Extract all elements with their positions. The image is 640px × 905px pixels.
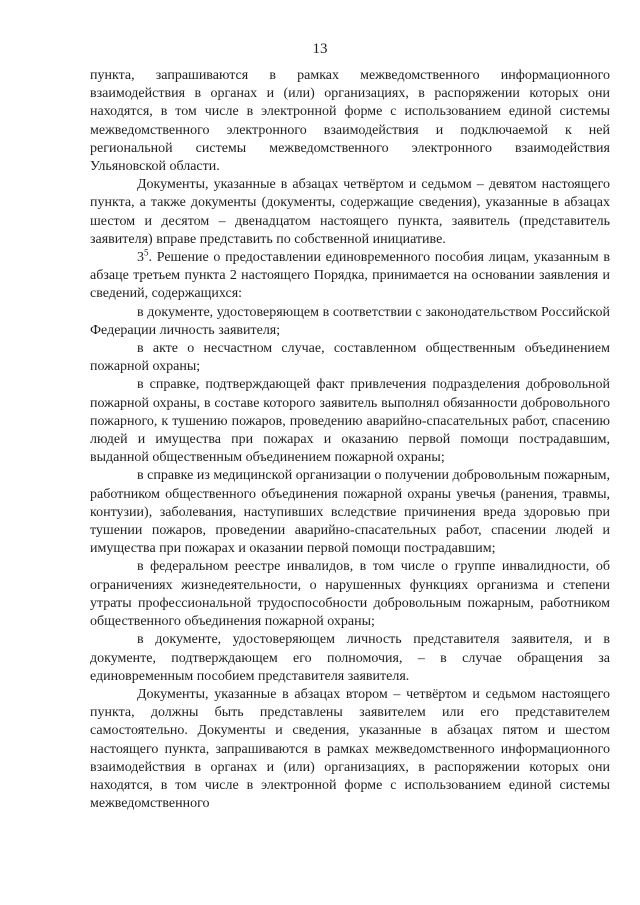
paragraph-continuation: пункта, запрашиваются в рамках межведомственного информационного взаимодействия в органах и (или) организациях, в распоряжении которых они находятся, в том числе в электронной форме с использованием единой системы межведомственного электронного взаимодействия и подключаемой к ней региональной системы межведомственного электронного взаимодействия Ульяновской области. <box>90 68 610 175</box>
clause-superscript: 5 <box>144 247 149 258</box>
document-body <box>90 67 610 813</box>
paragraph-documents-optional: Документы, указанные в абзацах четвёртом и седьмом – девятом настоящего пункта, а также документы (документы, содержащие сведения), указанные в абзацах шестом и десятом – двенадцатом настоящего пункта, заявитель (представитель заявителя) вправе представить по собственной инициативе. <box>90 177 610 247</box>
paragraph-medical-certificate: в справке из медицинской организации о получении добровольным пожарным, работником общественного объединения пожарной охраны увечья (ранения, травмы, контузии), заболевания, наступивших вследствие причинения вреда здоровью при тушении пожаров, проведении аварийно-спасательных работ, спасении людей и имущества при пожарах и оказании первой помощи пострадавшим; <box>90 468 610 557</box>
page-number: 13 <box>312 41 328 57</box>
clause-text: . Решение о предоставлении единовременного пособия лицам, указанным в абзаце третьем пункта 2 настоящего Порядка, принимается на основании заявления и сведений, содержащихся: <box>90 250 610 302</box>
clause-number: 3 <box>137 250 144 266</box>
paragraph-representative-document: в документе, удостоверяющем личность представителя заявителя, и в документе, подтверждающем его полномочия, – в случае обращения за единовременным пособием представителя заявителя. <box>90 632 610 684</box>
paragraph-accident-act: в акте о несчастном случае, составленном общественным объединением пожарной охраны; <box>90 341 610 375</box>
paragraph-federal-registry: в федеральном реестре инвалидов, в том числе о группе инвалидности, об ограничениях жизнедеятельности, о нарушенных функциях организма и степени утраты профессиональной трудоспособности добровольным пожарным, работником общественного объединения пожарной охраны; <box>90 559 610 630</box>
paragraph-involvement-certificate: в справке, подтверждающей факт привлечения подразделения добровольной пожарной охраны, в составе которого заявитель выполнял обязанности добровольного пожарного, к тушению пожаров, проведению аварийно-спасательных работ, спасению людей и имущества при пожарах и оказанию первой помощи пострадавшим, выданной общественным объединением пожарной охраны; <box>90 377 610 466</box>
paragraph-clause-3-5 <box>90 249 610 304</box>
paragraph-documents-required: Документы, указанные в абзацах втором – четвёртом и седьмом настоящего пункта, должны быть представлены заявителем или его представителем самостоятельно. Документы и сведения, указанные в абзацах пятом и шестом настоящего пункта, запрашиваются в рамках межведомственного информационного взаимодействия в органах и (или) организациях, в распоряжении которых они находятся, в том числе в электронной форме с использованием единой системы межведомственного <box>90 686 610 812</box>
paragraph-identity-document: в документе, удостоверяющем в соответствии с законодательством Российской Федерации личность заявителя; <box>90 304 610 338</box>
